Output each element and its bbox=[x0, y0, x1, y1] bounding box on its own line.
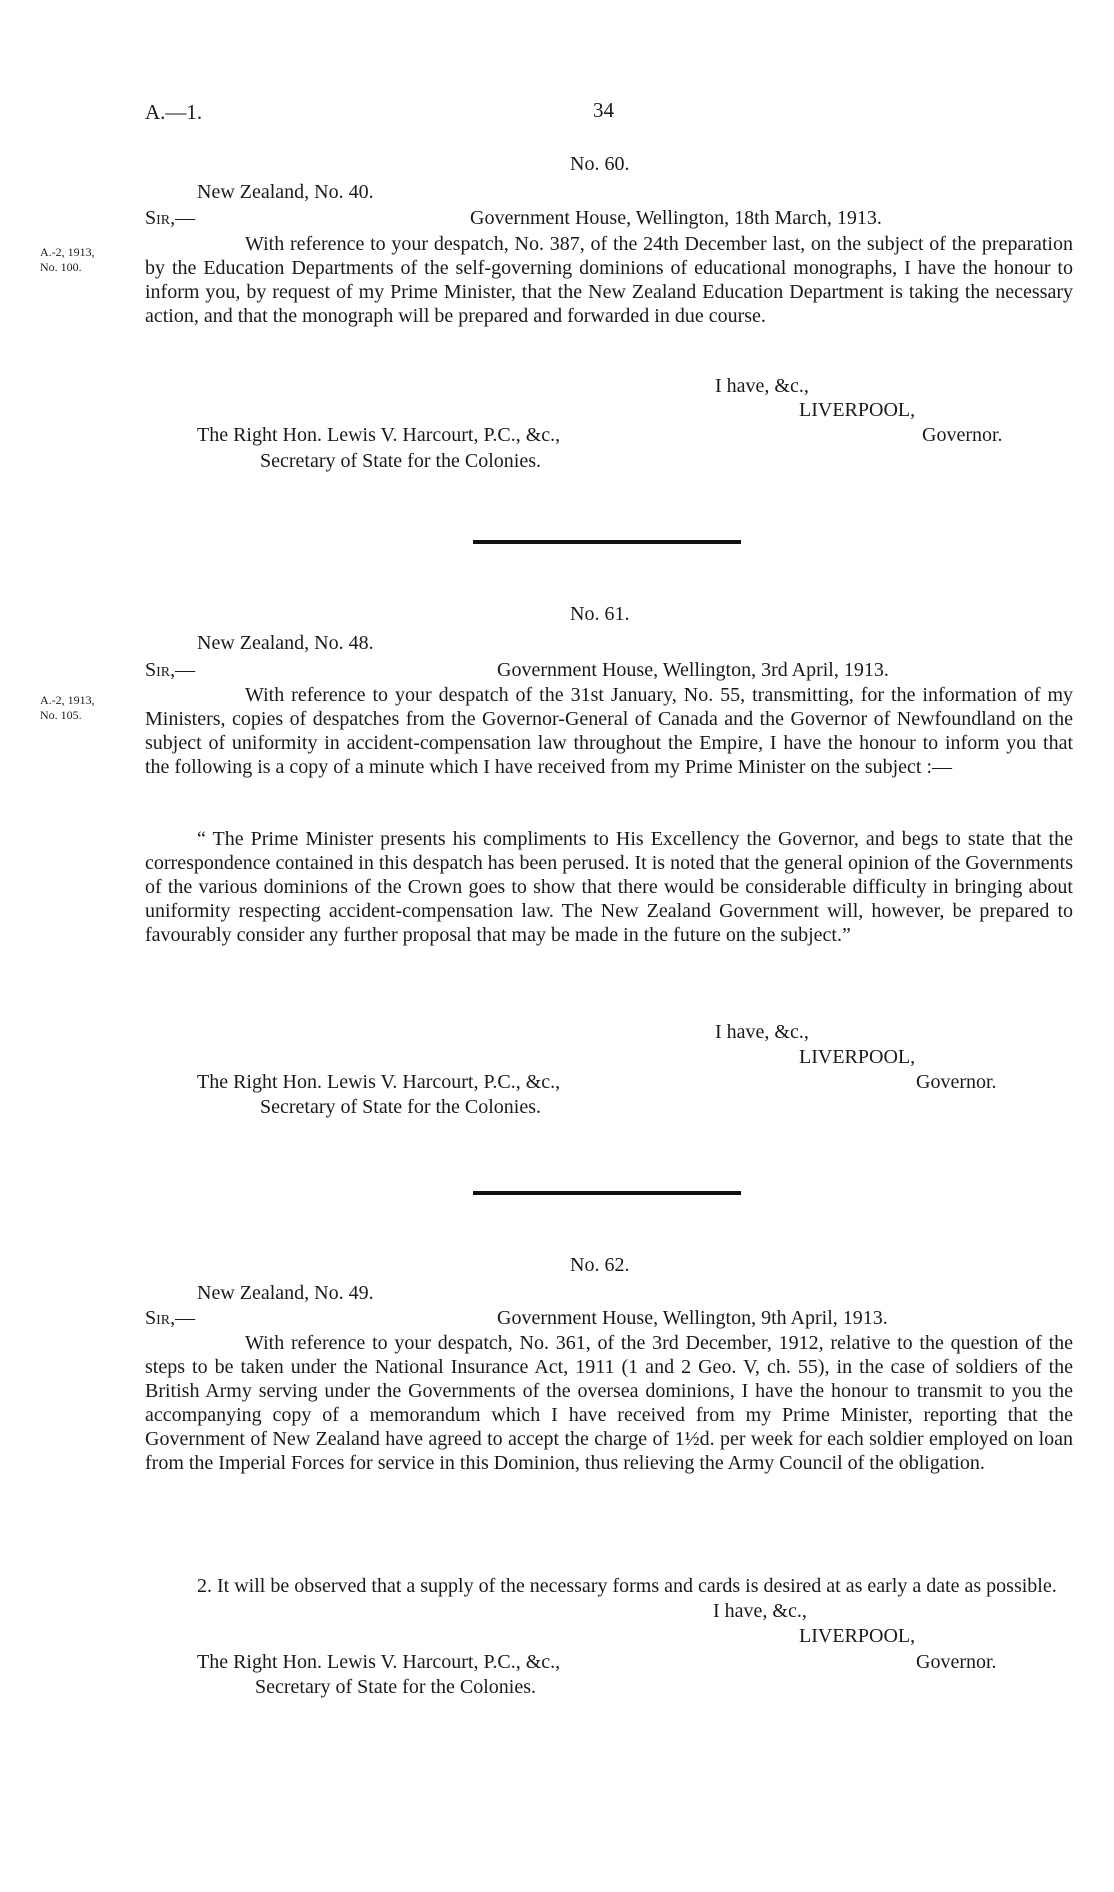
addressee-title: Secretary of State for the Colonies. bbox=[255, 1676, 537, 1698]
despatch-number: No. 62. bbox=[570, 1254, 630, 1276]
signer-title: Governor. bbox=[916, 1651, 997, 1673]
despatch-paragraph bbox=[145, 1331, 1073, 1476]
page-number: 34 bbox=[593, 98, 614, 122]
despatch-number: No. 60. bbox=[570, 153, 630, 175]
closing: I have, &c., bbox=[715, 375, 809, 397]
salutation: Sir,— bbox=[145, 1307, 196, 1329]
paragraph-text: per week for each soldier employed on loan from the Imperial Forces for service in this Dominion, thus relieving the Army Council of the obligation. bbox=[145, 1428, 1073, 1475]
paragraph-text: With reference to your despatch, No. 361, of the 3rd December, 1912, relative to the question of the steps to be taken under the National Insurance Act, 1911 (1 and 2 Geo. V, ch. 55), in the case of soldiers of the British Army serving under the Governments of the oversea dominions, I have the honour to transmit to you the accompanying copy of a memorandum which I have received from my Prime Minister, reporting that the Government of New Zealand have agreed to accept the charge of bbox=[145, 1332, 1073, 1451]
addressee: The Right Hon. Lewis V. Harcourt, P.C., &c., bbox=[197, 1651, 561, 1673]
closing: I have, &c., bbox=[715, 1021, 809, 1043]
section-divider bbox=[473, 540, 741, 544]
margin-reference-line: A.-2, 1913, bbox=[40, 245, 95, 259]
page-header-reference: A.—1. bbox=[145, 100, 203, 124]
signer: LIVERPOOL, bbox=[799, 1625, 916, 1647]
signer: LIVERPOOL, bbox=[799, 399, 916, 421]
salutation: Sir,— bbox=[145, 659, 196, 681]
despatch-series: New Zealand, No. 48. bbox=[197, 632, 374, 654]
despatch-paragraph: With reference to your despatch of the 31st January, No. 55, transmitting, for the information of my Ministers, copies of despatches from the Governor-General of Canada and the Governor of Newfoundland on the subject of uniformity in accident-compensation law throughout the Empire, I have the honour to inform you that the following is a copy of a minute which I have received from my Prime Minister on the subject :— bbox=[145, 684, 1073, 779]
despatch-series: New Zealand, No. 49. bbox=[197, 1282, 374, 1304]
despatch-series: New Zealand, No. 40. bbox=[197, 181, 374, 203]
despatch-origin: Government House, Wellington, 18th March, 1913. bbox=[470, 207, 882, 229]
despatch-paragraph: With reference to your despatch, No. 387, of the 24th December last, on the subject of the preparation by the Education Departments of the self-governing dominions of educational monographs, I have the honour to inform you, by request of my Prime Minister, that the New Zealand Education Department is taking the necessary action, and that the monograph will be prepared and forwarded in due course. bbox=[145, 233, 1073, 328]
margin-reference-line: No. 105. bbox=[40, 708, 82, 722]
despatch-number: No. 61. bbox=[570, 603, 630, 625]
addressee-title: Secretary of State for the Colonies. bbox=[260, 1096, 542, 1118]
signer: LIVERPOOL, bbox=[799, 1046, 916, 1068]
addressee-title: Secretary of State for the Colonies. bbox=[260, 450, 542, 472]
despatch-origin: Government House, Wellington, 3rd April, 1913. bbox=[497, 659, 889, 681]
salutation: Sir,— bbox=[145, 207, 196, 229]
addressee: The Right Hon. Lewis V. Harcourt, P.C., &c., bbox=[197, 424, 561, 446]
section-divider bbox=[473, 1191, 741, 1195]
margin-reference-line: A.-2, 1913, bbox=[40, 693, 95, 707]
margin-reference bbox=[40, 245, 95, 275]
margin-reference-line: No. 100. bbox=[40, 260, 82, 274]
addressee: The Right Hon. Lewis V. Harcourt, P.C., &c., bbox=[197, 1071, 561, 1093]
charge-amount: 1½d. bbox=[674, 1428, 715, 1451]
signer-title: Governor. bbox=[922, 424, 1003, 446]
signer-title: Governor. bbox=[916, 1071, 997, 1093]
despatch-paragraph-2: 2. It will be observed that a supply of the necessary forms and cards is desired at as early a date as possible. bbox=[197, 1575, 1057, 1597]
minute-quotation: “ The Prime Minister presents his compliments to His Excellency the Governor, and begs to state that the correspondence contained in this despatch has been perused. It is noted that the general opinion of the Governments of the various dominions of the Crown goes to show that there would be considerable difficulty in bringing about uniformity respecting accident-compensation law. The New Zealand Government will, however, be prepared to favourably consider any further proposal that may be made in the future on the subject.” bbox=[145, 828, 1073, 947]
despatch-origin: Government House, Wellington, 9th April, 1913. bbox=[497, 1307, 888, 1329]
margin-reference bbox=[40, 693, 95, 723]
closing: I have, &c., bbox=[713, 1600, 807, 1622]
